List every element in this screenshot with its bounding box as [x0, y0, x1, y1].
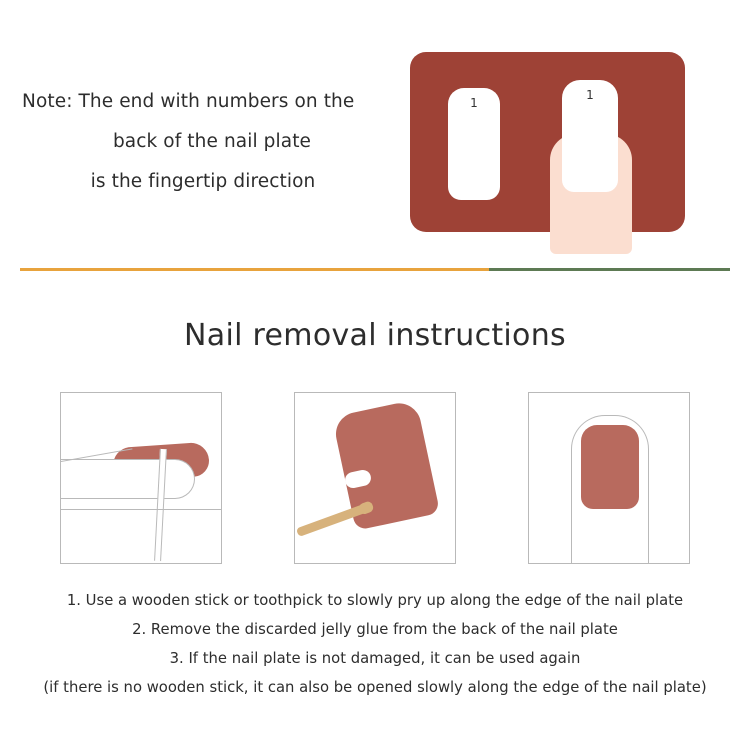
nail-plate-icon [581, 425, 639, 509]
nail-slot-left-number: 1 [470, 96, 478, 110]
divider-segment-green [489, 268, 730, 271]
page-title: Nail removal instructions [184, 318, 566, 353]
base-line [61, 509, 222, 510]
instruction-line-4: (if there is no wooden stick, it can also be opened slowly along the edge of the nail plate) [43, 679, 707, 696]
nail-slot-right-number: 1 [586, 88, 594, 102]
instruction-line-3: 3. If the nail plate is not damaged, it can be used again [169, 650, 581, 667]
instruction-line-1: 1. Use a wooden stick or toothpick to slowly pry up along the edge of the nail plate [66, 592, 684, 609]
note-line-1: Note: The end with numbers on the [22, 91, 355, 112]
instruction-line-2: 2. Remove the discarded jelly glue from the back of the nail plate [132, 621, 618, 638]
note-section [0, 40, 750, 240]
nail-slot-right [562, 80, 618, 192]
note-line-3: is the fingertip direction [90, 171, 316, 192]
step-box-remove-glue [294, 392, 456, 564]
note-line-2: back of the nail plate [112, 131, 312, 152]
section-divider [20, 268, 730, 271]
finger-outline-icon [60, 459, 195, 499]
note-text-block [14, 82, 384, 202]
divider-segment-orange [20, 268, 489, 271]
step-box-pry-up [60, 392, 222, 564]
step-illustrations [0, 392, 750, 564]
nail-card-illustration [410, 52, 685, 232]
step-box-reuse [528, 392, 690, 564]
instruction-list [0, 586, 750, 702]
nail-slot-left [448, 88, 500, 200]
